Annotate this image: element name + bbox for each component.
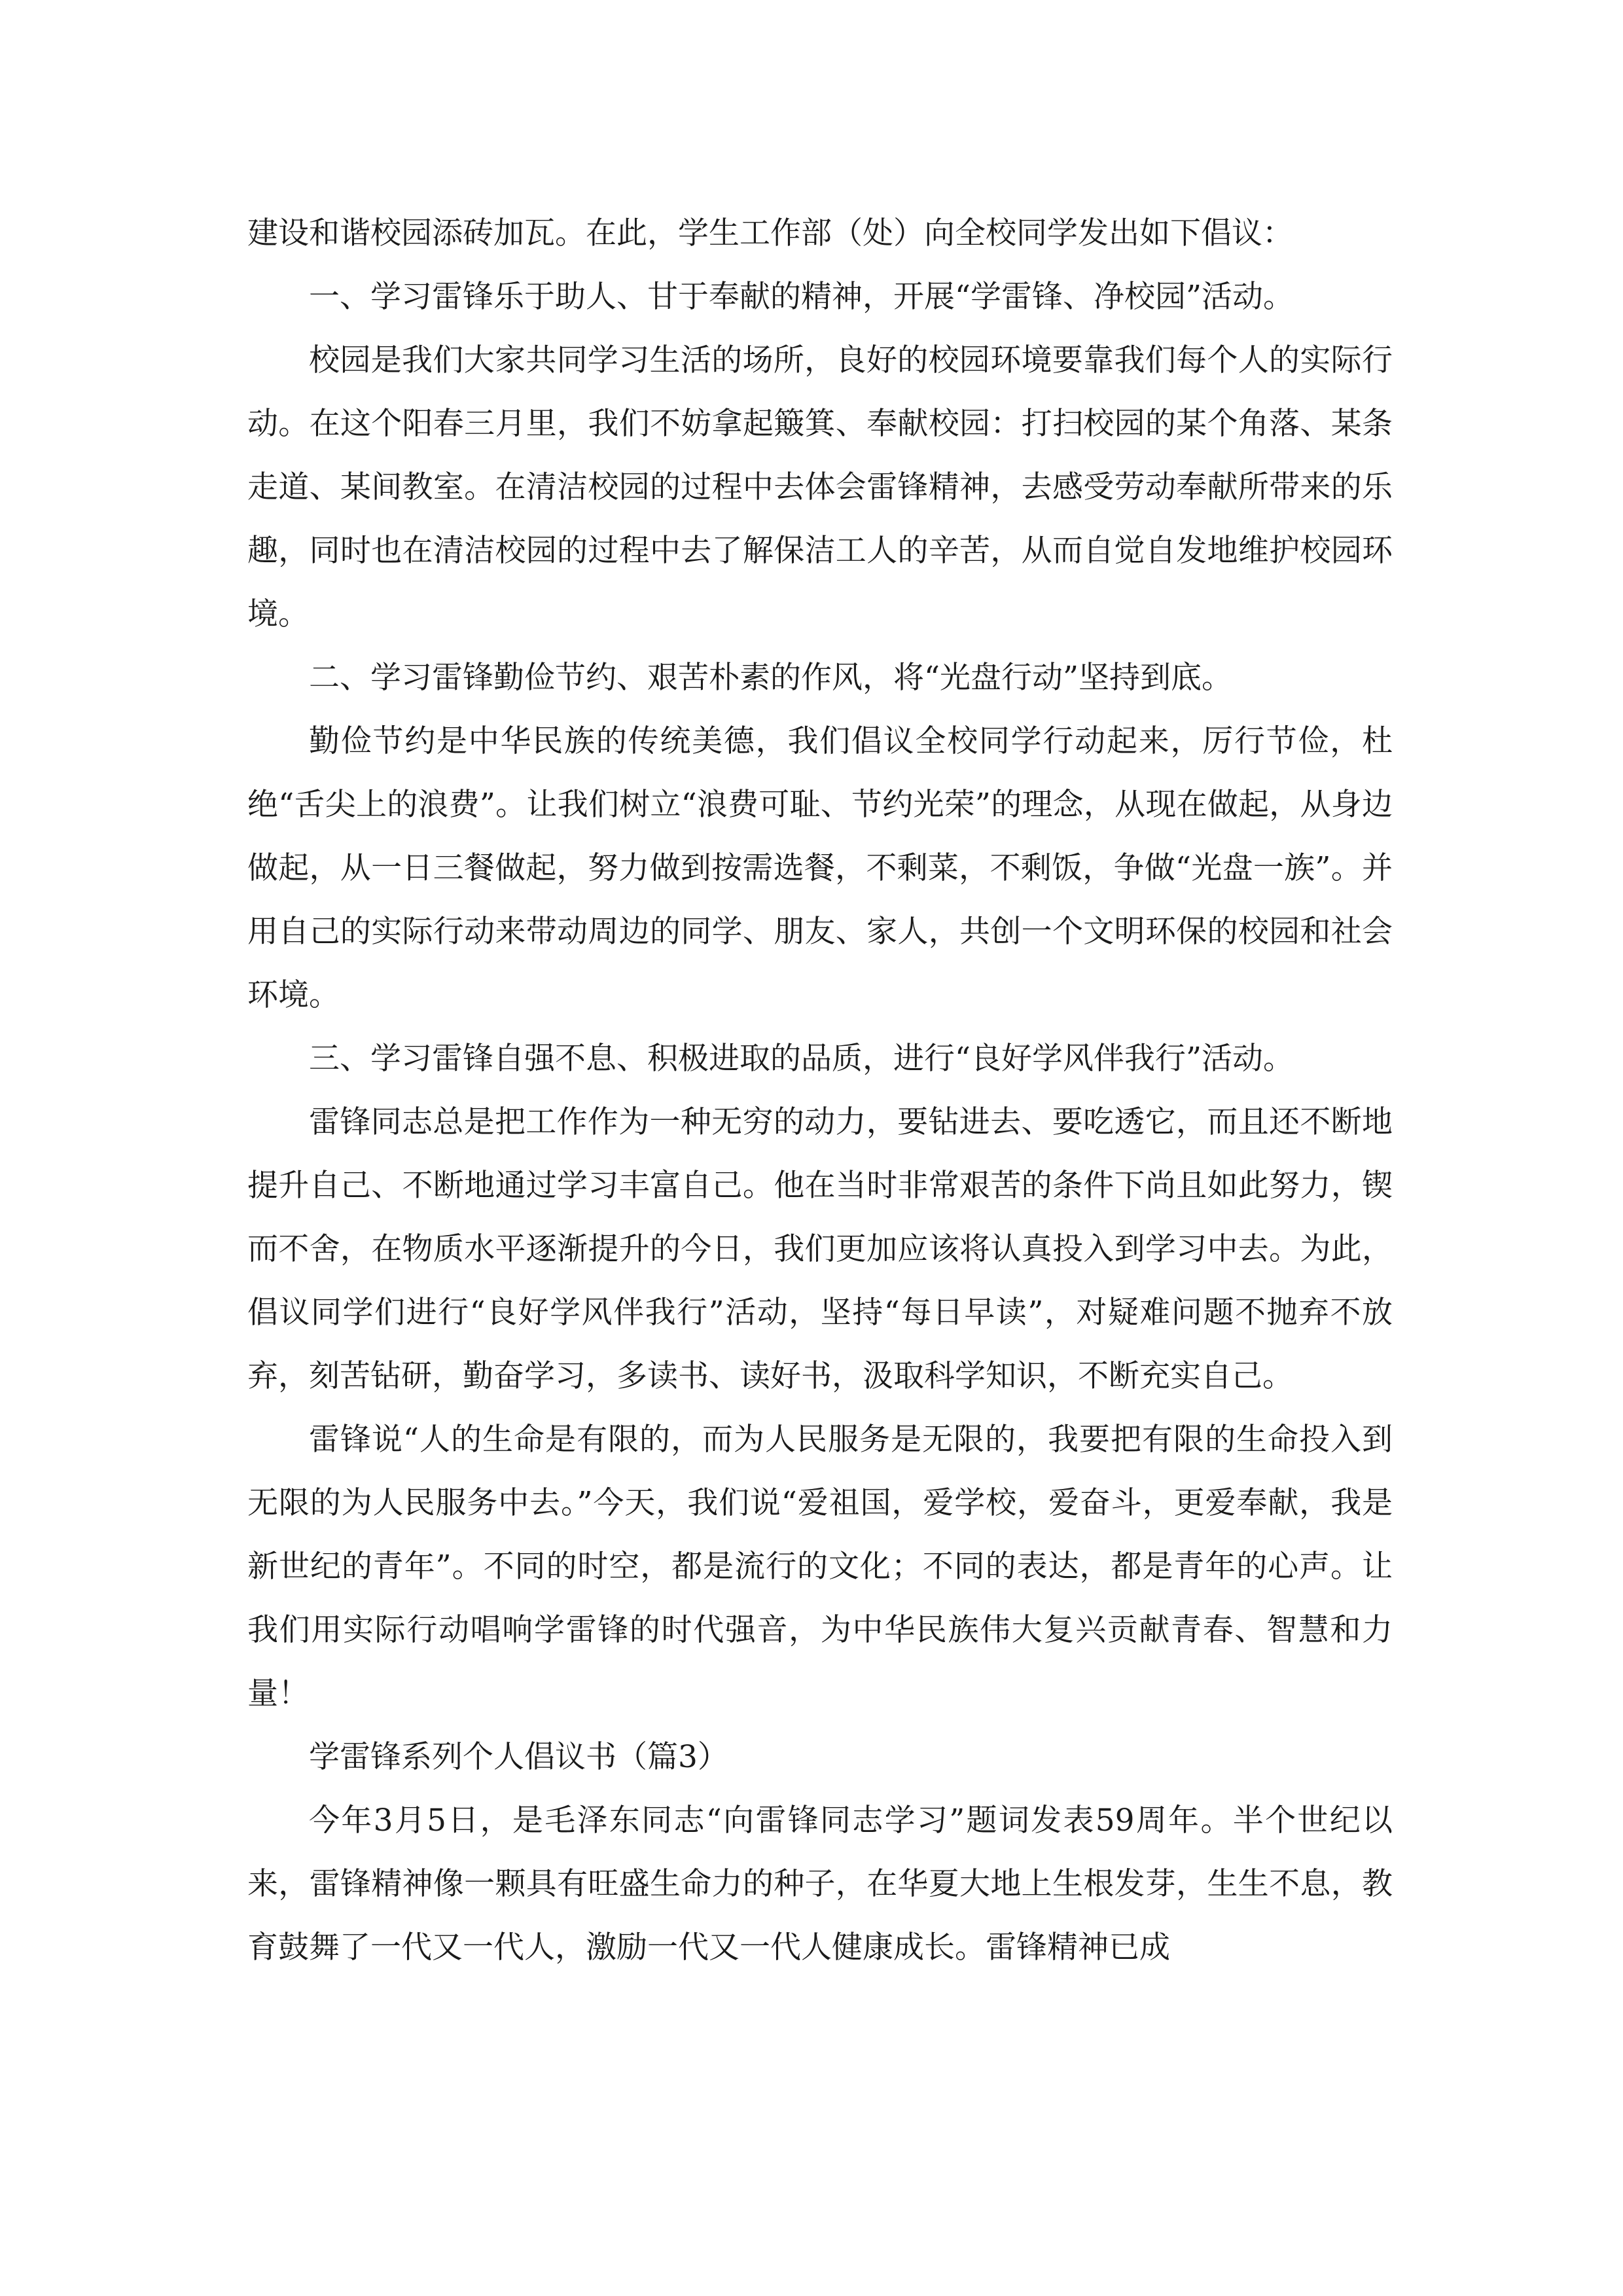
paragraph-study-style: 雷锋同志总是把工作作为一种无穷的动力，要钻进去、要吃透它，而且还不断地提升自己、不断地通过学习丰富自己。他在当时非常艰苦的条件下尚且如此努力，锲而不舍，在物质水平逐渐提升的今日，我们更加应该将认真投入到学习中去。为此，倡议同学们进行“良好学风伴我行”活动，坚持“每日早读”，对疑难问题不抛弃不放弃，刻苦钻研，勤奋学习，多读书、读好书，汲取科学知识，不断充实自己。 bbox=[247, 1104, 1393, 1394]
section-heading-3: 三、学习雷锋自强不息、积极进取的品质，进行“良好学风伴我行”活动。 bbox=[309, 1041, 1294, 1077]
paragraph-anniversary: 今年3月5日，是毛泽东同志“向雷锋同志学习”题词发表59周年。半个世纪以来，雷锋精神像一颗具有旺盛生命力的种子，在华夏大地上生根发芽，生生不息，教育鼓舞了一代又一代人，激励一代又一代人健康成长。雷锋精神已成 bbox=[247, 1803, 1393, 1965]
paragraph-lei-feng-quote: 雷锋说“人的生命是有限的，而为人民服务是无限的，我要把有限的生命投入到无限的为人民服务中去。”今天，我们说“爱祖国，爱学校，爱奋斗，更爱奉献，我是新世纪的青年”。不同的时空，都是流行的文化；不同的表达，都是青年的心声。让我们用实际行动唱响学雷锋的时代强音，为中华民族伟大复兴贡献青春、智慧和力量！ bbox=[247, 1422, 1393, 1712]
paragraph-continuation: 建设和谐校园添砖加瓦。在此，学生工作部（处）向全校同学发出如下倡议： bbox=[247, 215, 1293, 251]
document-body bbox=[247, 202, 1393, 1979]
section-heading-1: 一、学习雷锋乐于助人、甘于奉献的精神，开展“学雷锋、净校园”活动。 bbox=[309, 279, 1294, 315]
section-heading-2: 二、学习雷锋勤俭节约、艰苦朴素的作风，将“光盘行动”坚持到底。 bbox=[309, 660, 1233, 696]
article-title-part-3: 学雷锋系列个人倡议书（篇3） bbox=[309, 1739, 728, 1775]
paragraph-campus-cleaning: 校园是我们大家共同学习生活的场所，良好的校园环境要靠我们每个人的实际行动。在这个阳春三月里，我们不妨拿起簸箕、奉献校园：打扫校园的某个角落、某条走道、某间教室。在清洁校园的过程中去体会雷锋精神，去感受劳动奉献所带来的乐趣，同时也在清洁校园的过程中去了解保洁工人的辛苦，从而自觉自发地维护校园环境。 bbox=[247, 342, 1393, 632]
paragraph-frugality: 勤俭节约是中华民族的传统美德，我们倡议全校同学行动起来，厉行节俭，杜绝“舌尖上的浪费”。让我们树立“浪费可耻、节约光荣”的理念，从现在做起，从身边做起，从一日三餐做起，努力做到按需选餐，不剩菜，不剩饭，争做“光盘一族”。并用自己的实际行动来带动周边的同学、朋友、家人，共创一个文明环保的校园和社会环境。 bbox=[247, 723, 1393, 1013]
